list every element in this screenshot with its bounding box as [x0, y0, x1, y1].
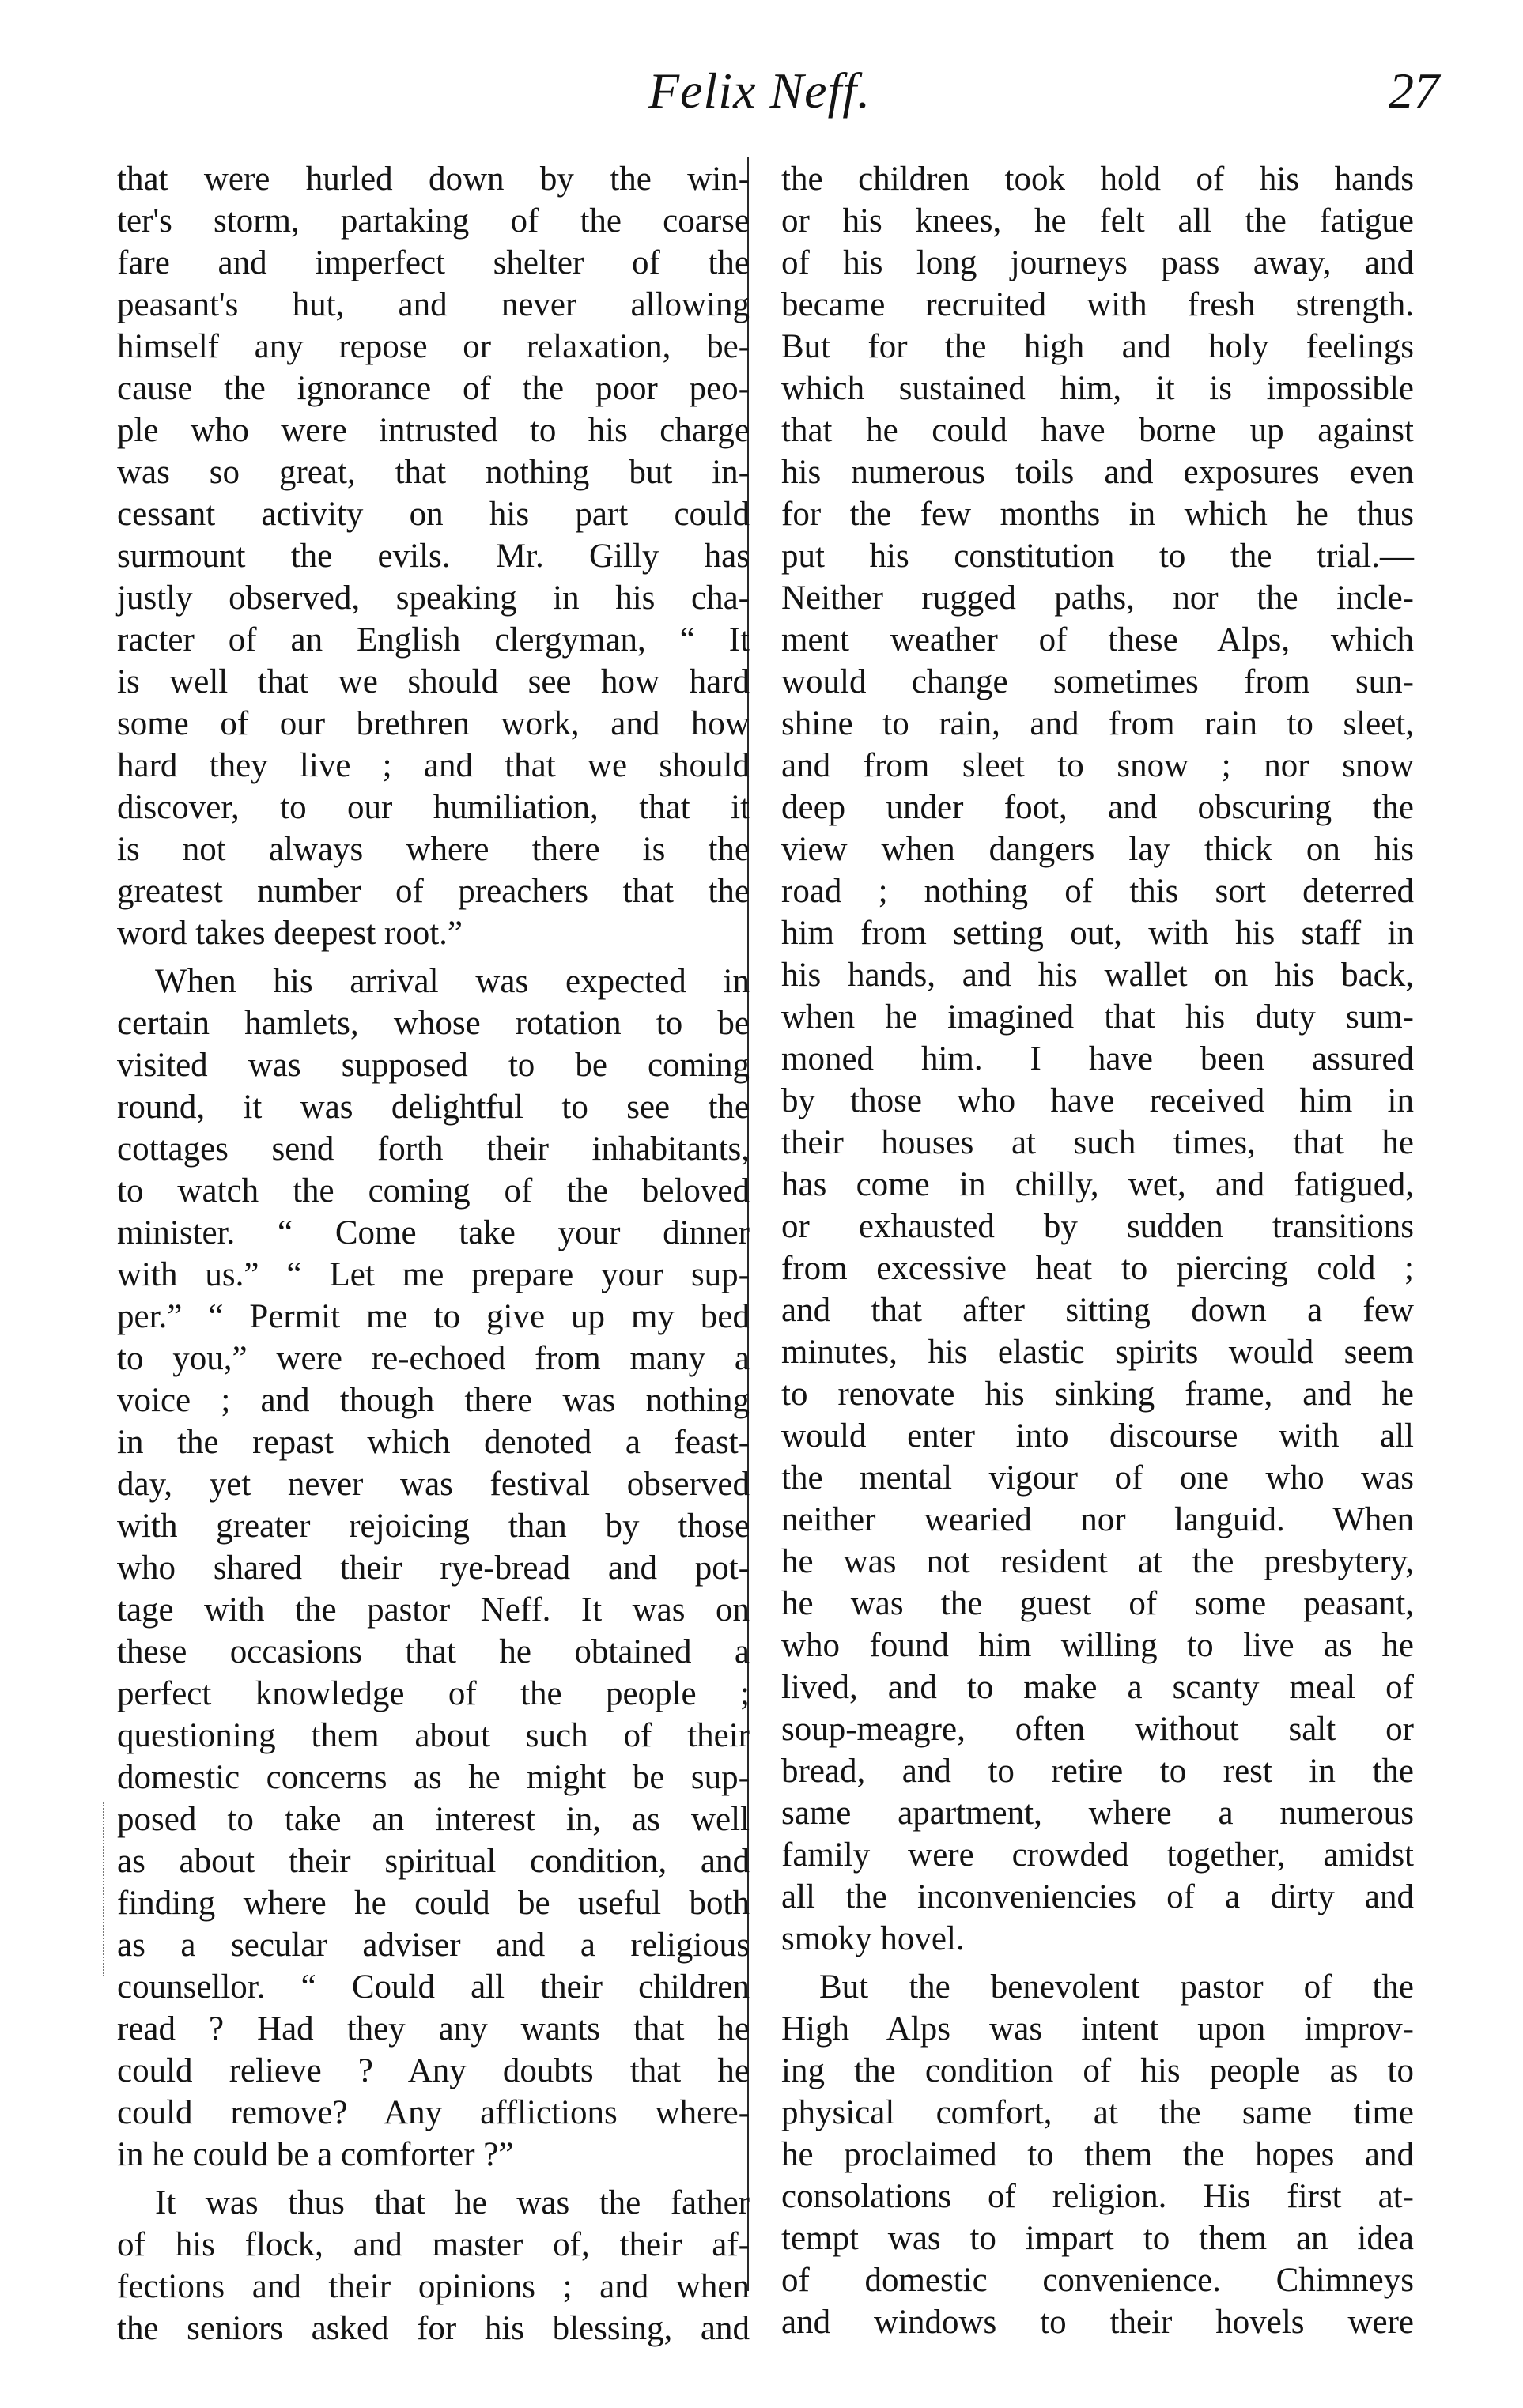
text-line: justly observed, speaking in his cha- — [117, 579, 750, 617]
text-line: or exhausted by sudden transitions — [781, 1208, 1414, 1245]
text-line: When his arrival was expected in — [155, 963, 750, 1000]
text-line: round, it was delightful to see the — [117, 1089, 750, 1126]
text-line: ment weather of these Alps, which — [781, 621, 1414, 659]
text-line: moned him. I have been assured — [781, 1040, 1414, 1078]
text-line: he proclaimed to them the hopes and — [781, 2136, 1414, 2173]
text-line: as a secular adviser and a religious — [117, 1927, 750, 1964]
text-line: deep under foot, and obscuring the — [781, 789, 1414, 826]
text-line: which sustained him, it is impossible — [781, 370, 1414, 407]
text-line: of his flock, and master of, their af- — [117, 2226, 750, 2263]
text-line: all the inconveniencies of a dirty and — [781, 1878, 1414, 1915]
text-line: domestic concerns as he might be sup- — [117, 1759, 750, 1796]
left-column — [117, 158, 750, 2349]
text-line: tempt was to impart to them an idea — [781, 2220, 1414, 2257]
text-line: could relieve ? Any doubts that he — [117, 2052, 750, 2089]
text-line: bread, and to retire to rest in the — [781, 1753, 1414, 1790]
text-line: and windows to their hovels were — [781, 2304, 1414, 2341]
text-line: to watch the coming of the beloved — [117, 1172, 750, 1210]
text-line: cottages send forth their inhabitants, — [117, 1130, 750, 1168]
text-line: smoky hovel. — [781, 1920, 965, 1957]
text-line: in he could be a comforter ?” — [117, 2136, 514, 2173]
text-line: neither wearied nor languid. When — [781, 1501, 1414, 1538]
right-column — [781, 158, 1414, 2343]
text-line: voice ; and though there was nothing — [117, 1382, 750, 1419]
page-number: 27 — [1389, 62, 1439, 119]
text-line: finding where he could be useful both — [117, 1885, 750, 1922]
text-line: put his constitution to the trial.— — [781, 538, 1414, 575]
text-line: certain hamlets, whose rotation to be — [117, 1005, 750, 1042]
text-line: ter's storm, partaking of the coarse — [117, 202, 750, 240]
text-line: of his long journeys pass away, and — [781, 244, 1414, 281]
text-line: to you,” were re-echoed from many a — [117, 1340, 750, 1377]
text-line: cessant activity on his part could — [117, 496, 750, 533]
text-line: greatest number of preachers that the — [117, 873, 750, 910]
text-line: It was thus that he was the father — [155, 2184, 750, 2221]
text-line: counsellor. “ Could all their children — [117, 1968, 750, 2006]
text-line: view when dangers lay thick on his — [781, 831, 1414, 868]
text-line: day, yet never was festival observed — [117, 1466, 750, 1503]
text-line: peasant's hut, and never allowing — [117, 286, 750, 323]
text-line: same apartment, where a numerous — [781, 1795, 1414, 1832]
text-line: is well that we should see how hard — [117, 663, 750, 700]
text-line: for the few months in which he thus — [781, 496, 1414, 533]
text-line: himself any repose or relaxation, be- — [117, 328, 750, 365]
running-title: Felix Neff. — [648, 62, 871, 119]
text-line: some of our brethren work, and how — [117, 705, 750, 742]
text-line: But the benevolent pastor of the — [819, 1968, 1414, 2006]
text-line: minutes, his elastic spirits would seem — [781, 1334, 1414, 1371]
text-line: he was the guest of some peasant, — [781, 1585, 1414, 1622]
text-line: minister. “ Come take your dinner — [117, 1214, 750, 1251]
text-line: ple who were intrusted to his charge — [117, 412, 750, 449]
text-line: would enter into discourse with all — [781, 1417, 1414, 1455]
text-line: he was not resident at the presbytery, — [781, 1543, 1414, 1580]
text-line: by those who have received him in — [781, 1082, 1414, 1119]
margin-mark — [103, 1802, 106, 1976]
text-line: and from sleet to snow ; nor snow — [781, 747, 1414, 784]
text-line: with greater rejoicing than by those — [117, 1508, 750, 1545]
text-line: is not always where there is the — [117, 831, 750, 868]
text-line: from excessive heat to piercing cold ; — [781, 1250, 1414, 1287]
text-line: visited was supposed to be coming — [117, 1047, 750, 1084]
text-line: lived, and to make a scanty meal of — [781, 1669, 1414, 1706]
text-line: would change sometimes from sun- — [781, 663, 1414, 700]
text-line: tage with the pastor Neff. It was on — [117, 1591, 750, 1629]
text-line: and that after sitting down a few — [781, 1292, 1414, 1329]
text-line: High Alps was intent upon improv- — [781, 2010, 1414, 2048]
text-line: who found him willing to live as he — [781, 1627, 1414, 1664]
paragraph-gap — [781, 1960, 1414, 1966]
text-line: his hands, and his wallet on his back, — [781, 957, 1414, 994]
text-line: was so great, that nothing but in- — [117, 454, 750, 491]
text-line: or his knees, he felt all the fatigue — [781, 202, 1414, 240]
text-line: who shared their rye-bread and pot- — [117, 1549, 750, 1587]
text-line: road ; nothing of this sort deterred — [781, 873, 1414, 910]
text-line: with us.” “ Let me prepare your sup- — [117, 1256, 750, 1293]
text-line: the mental vigour of one who was — [781, 1459, 1414, 1497]
text-line: the children took hold of his hands — [781, 160, 1414, 198]
text-line: could remove? Any afflictions where- — [117, 2094, 750, 2131]
text-line: the seniors asked for his blessing, and — [117, 2310, 750, 2347]
text-line: posed to take an interest in, as well — [117, 1801, 750, 1838]
text-line: read ? Had they any wants that he — [117, 2010, 750, 2048]
text-line: word takes deepest root.” — [117, 915, 463, 952]
text-line: ing the condition of his people as to — [781, 2052, 1414, 2089]
paragraph-gap — [117, 2176, 750, 2182]
text-line: that he could have borne up against — [781, 412, 1414, 449]
text-line: surmount the evils. Mr. Gilly has — [117, 538, 750, 575]
text-line: that were hurled down by the win- — [117, 160, 750, 198]
text-line: him from setting out, with his staff in — [781, 915, 1414, 952]
text-line: in the repast which denoted a feast- — [117, 1424, 750, 1461]
text-line: per.” “ Permit me to give up my bed — [117, 1298, 750, 1335]
text-line: of domestic convenience. Chimneys — [781, 2262, 1414, 2299]
text-line: perfect knowledge of the people ; — [117, 1675, 750, 1712]
text-line: as about their spiritual condition, and — [117, 1843, 750, 1880]
text-line: But for the high and holy feelings — [781, 328, 1414, 365]
text-line: questioning them about such of their — [117, 1717, 750, 1754]
text-line: became recruited with fresh strength. — [781, 286, 1414, 323]
text-line: Neither rugged paths, nor the incle- — [781, 579, 1414, 617]
text-line: to renovate his sinking frame, and he — [781, 1376, 1414, 1413]
text-line: discover, to our humiliation, that it — [117, 789, 750, 826]
text-line: his numerous toils and exposures even — [781, 454, 1414, 491]
text-line: these occasions that he obtained a — [117, 1633, 750, 1670]
text-line: racter of an English clergyman, “ It — [117, 621, 750, 659]
running-head — [111, 47, 1439, 134]
text-line: has come in chilly, wet, and fatigued, — [781, 1166, 1414, 1203]
text-line: physical comfort, at the same time — [781, 2094, 1414, 2131]
paragraph-gap — [117, 954, 750, 961]
text-line: fections and their opinions ; and when — [117, 2268, 750, 2305]
text-line: family were crowded together, amidst — [781, 1836, 1414, 1874]
text-line: fare and imperfect shelter of the — [117, 244, 750, 281]
text-line: cause the ignorance of the poor peo- — [117, 370, 750, 407]
text-line: consolations of religion. His first at- — [781, 2178, 1414, 2215]
text-line: hard they live ; and that we should — [117, 747, 750, 784]
text-line: their houses at such times, that he — [781, 1124, 1414, 1161]
text-line: when he imagined that his duty sum- — [781, 998, 1414, 1036]
text-line: shine to rain, and from rain to sleet, — [781, 705, 1414, 742]
text-line: soup-meagre, often without salt or — [781, 1711, 1414, 1748]
